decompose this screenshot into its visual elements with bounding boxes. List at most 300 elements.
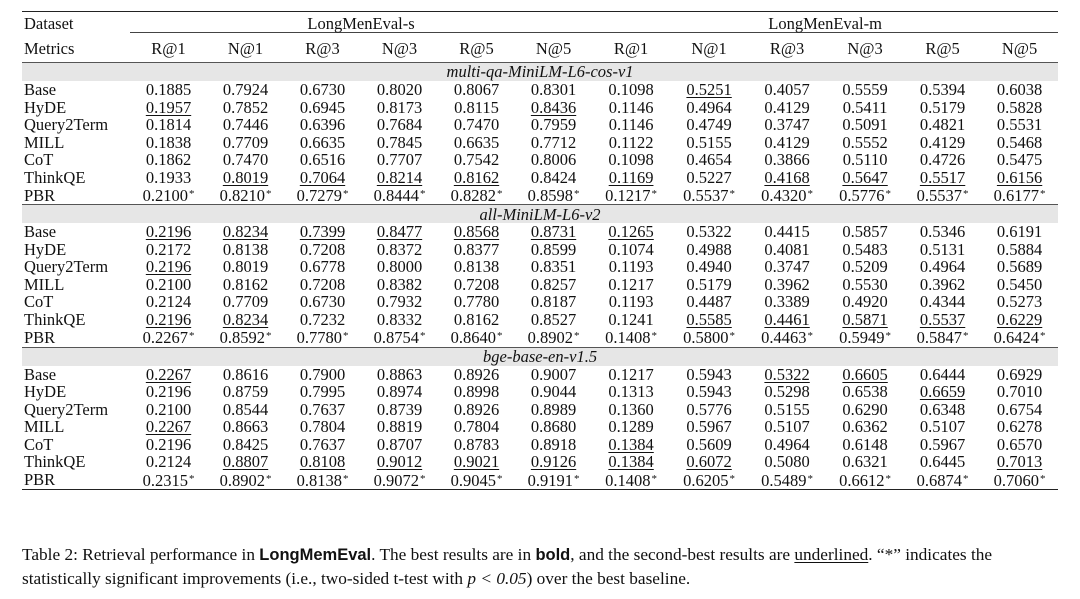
table-cell	[207, 151, 284, 169]
table-row	[22, 241, 1058, 259]
cell-value: 0.8680	[530, 417, 577, 437]
table-cell	[515, 116, 592, 134]
cell-value: 0.8382	[376, 274, 423, 294]
table-cell	[904, 471, 981, 490]
cell-value: 0.9012	[376, 452, 423, 472]
cell-value: 0.7780	[453, 292, 500, 312]
table-row	[22, 81, 1058, 99]
table-cell	[515, 151, 592, 169]
table-cell	[826, 328, 904, 347]
table-cell	[438, 223, 515, 241]
cell-value: 0.2267	[145, 417, 192, 437]
table-cell	[438, 328, 515, 347]
table-row	[22, 134, 1058, 152]
cell-value: 0.2196	[145, 434, 192, 454]
table-cell	[130, 186, 207, 205]
table-cell	[438, 276, 515, 294]
metric-header: R@3	[769, 39, 805, 59]
table-cell	[748, 276, 826, 294]
table-cell	[361, 81, 438, 99]
cell-value: 0.7446	[222, 115, 269, 135]
cell-value: 0.1957	[145, 97, 192, 117]
cell-value: 0.7924	[222, 80, 269, 100]
caption-bold-word: bold	[535, 546, 571, 564]
cell-value: 0.7208	[299, 239, 346, 259]
table-cell	[515, 241, 592, 259]
cell-value: 0.6148	[842, 434, 888, 454]
table-cell	[438, 311, 515, 329]
cell-value: 0.8162	[222, 274, 269, 294]
table-cell	[670, 99, 748, 117]
table-cell	[981, 258, 1058, 276]
table-cell	[904, 401, 981, 419]
table-cell	[748, 223, 826, 241]
cell-value: 0.8214	[376, 167, 423, 187]
method-name: MILL	[24, 417, 65, 437]
cell-value: 0.9044	[530, 382, 577, 402]
cell-value: 0.4129	[764, 132, 810, 152]
results-table-body	[22, 12, 1058, 490]
table-cell	[207, 418, 284, 436]
method-name: ThinkQE	[24, 452, 86, 472]
cell-value: 0.2100	[145, 274, 192, 294]
table-cell	[670, 116, 748, 134]
method-name: PBR	[24, 185, 56, 205]
table-cell	[981, 471, 1058, 490]
metric-header: N@1	[227, 39, 264, 59]
metric-header: N@5	[1001, 39, 1038, 59]
cell-value: 0.5179	[686, 274, 732, 294]
cell-value: 0.6570	[996, 434, 1043, 454]
table-cell	[361, 151, 438, 169]
method-name: Query2Term	[24, 257, 109, 277]
table-cell	[361, 276, 438, 294]
cell-value: 0.8640	[450, 328, 496, 348]
cell-value: 0.7845	[376, 132, 423, 152]
table-cell	[981, 436, 1058, 454]
table-cell	[670, 471, 748, 490]
cell-value: 0.7712	[530, 132, 577, 152]
cell-value: 0.5585	[686, 309, 732, 329]
cell-value: 0.3389	[764, 292, 810, 312]
cell-value: 0.5828	[996, 97, 1043, 117]
table-cell	[904, 436, 981, 454]
table-cell	[207, 186, 284, 205]
table-cell	[748, 99, 826, 117]
table-cell	[284, 453, 361, 471]
cell-value: 0.5227	[686, 167, 732, 187]
table-cell	[592, 418, 670, 436]
table-cell	[904, 366, 981, 384]
table-cell	[826, 186, 904, 205]
cell-value: 0.7232	[299, 309, 346, 329]
table-cell	[207, 116, 284, 134]
cell-value: 0.8301	[530, 80, 577, 100]
cell-value: 0.6444	[919, 364, 966, 384]
table-cell	[592, 134, 670, 152]
cell-value: 0.7208	[299, 274, 346, 294]
significance-marker: *	[729, 188, 736, 200]
cell-value: 0.2124	[145, 452, 192, 472]
table-cell	[670, 134, 748, 152]
caption-text-3: , and the second-best results are	[570, 545, 795, 564]
table-row	[22, 383, 1058, 401]
cell-value: 0.2315	[142, 470, 188, 490]
table-row	[22, 151, 1058, 169]
cell-value: 0.6396	[299, 115, 346, 135]
significance-marker: *	[419, 472, 426, 485]
table-cell	[748, 186, 826, 205]
cell-value: 0.5559	[842, 80, 888, 100]
table-cell	[670, 186, 748, 205]
table-row	[22, 471, 1058, 490]
cell-value: 0.8372	[376, 239, 423, 259]
cell-value: 0.6635	[299, 132, 346, 152]
cell-value: 0.8599	[530, 239, 577, 259]
table-cell	[130, 81, 207, 99]
table-cell	[981, 186, 1058, 205]
cell-value: 0.8115	[454, 97, 499, 117]
table-cell	[284, 116, 361, 134]
cell-value: 0.6874	[916, 470, 963, 490]
table-cell	[361, 99, 438, 117]
table-cell	[515, 223, 592, 241]
cell-value: 0.4964	[686, 97, 732, 117]
table-cell	[130, 223, 207, 241]
section-header-row	[22, 347, 1058, 366]
cell-value: 0.1122	[608, 132, 654, 152]
cell-value: 0.3747	[764, 115, 810, 135]
table-cell	[981, 241, 1058, 259]
table-cell	[904, 186, 981, 205]
group-header-m	[592, 12, 1058, 37]
cell-value: 0.8425	[222, 434, 269, 454]
table-cell	[592, 453, 670, 471]
cell-value: 0.5537	[916, 186, 963, 205]
method-name: PBR	[24, 327, 56, 347]
cell-value: 0.9072	[373, 470, 419, 490]
table-cell	[207, 366, 284, 384]
cell-value: 0.5155	[686, 132, 732, 152]
table-cell	[748, 328, 826, 347]
table-cell	[904, 453, 981, 471]
cell-value: 0.6778	[299, 257, 346, 277]
cell-value: 0.7684	[376, 115, 423, 135]
cell-value: 0.8863	[376, 364, 423, 384]
table-cell	[826, 453, 904, 471]
significance-marker: *	[496, 472, 503, 485]
table-cell	[284, 81, 361, 99]
significance-marker: *	[1040, 330, 1046, 343]
table-cell	[826, 99, 904, 117]
cell-value: 0.8783	[453, 434, 500, 454]
metric-header: R@5	[459, 39, 494, 59]
table-cell	[130, 258, 207, 276]
cell-value: 0.8006	[530, 150, 577, 170]
cell-value: 0.4920	[842, 292, 888, 312]
method-name: Base	[24, 80, 57, 100]
cell-value: 0.8902	[219, 470, 265, 490]
table-cell	[515, 311, 592, 329]
cell-value: 0.5871	[842, 309, 888, 329]
table-cell	[748, 134, 826, 152]
cell-value: 0.5552	[842, 132, 888, 152]
significance-marker: *	[265, 472, 272, 485]
table-cell	[592, 366, 670, 384]
table-cell	[438, 293, 515, 311]
table-cell	[207, 258, 284, 276]
table-cell	[130, 169, 207, 187]
table-cell	[438, 134, 515, 152]
cell-value: 0.8807	[222, 452, 269, 472]
table-cell	[981, 116, 1058, 134]
table-cell	[207, 471, 284, 490]
significance-marker: *	[963, 330, 969, 343]
table-cell	[207, 383, 284, 401]
cell-value: 0.8138	[453, 257, 500, 277]
significance-marker: *	[807, 188, 814, 200]
cell-value: 0.4964	[764, 434, 810, 454]
table-cell	[284, 418, 361, 436]
cell-value: 0.2196	[145, 257, 192, 277]
metric-header: R@1	[613, 39, 649, 59]
method-name: Base	[24, 222, 57, 242]
table-cell	[130, 151, 207, 169]
table-row	[22, 186, 1058, 205]
significance-marker: *	[885, 188, 892, 200]
table-cell	[130, 241, 207, 259]
table-cell	[904, 383, 981, 401]
table-cell	[438, 401, 515, 419]
cell-value: 0.8020	[376, 80, 423, 100]
caption-text-2: . The best results are in	[371, 545, 536, 564]
table-cell	[515, 471, 592, 490]
cell-value: 0.5155	[764, 399, 810, 419]
cell-value: 0.8332	[376, 309, 423, 329]
table-cell	[748, 401, 826, 419]
section-header-row	[22, 205, 1058, 224]
caption-text-5: ) over the best baseline.	[526, 569, 691, 588]
significance-marker: *	[729, 330, 736, 343]
table-row	[22, 453, 1058, 471]
caption-label: Table 2:	[22, 545, 78, 564]
table-cell	[130, 471, 207, 490]
table-cell	[438, 151, 515, 169]
cell-value: 0.4320	[761, 186, 807, 205]
cell-value: 0.7932	[376, 292, 423, 312]
cell-value: 0.7279	[296, 186, 342, 205]
table-cell	[207, 436, 284, 454]
cell-value: 0.8544	[222, 399, 269, 419]
table-cell	[284, 241, 361, 259]
table-cell	[361, 328, 438, 347]
cell-value: 0.6659	[919, 382, 966, 402]
cell-value: 0.5949	[839, 328, 885, 348]
significance-marker: *	[807, 472, 814, 485]
table-cell	[592, 311, 670, 329]
table-cell	[748, 311, 826, 329]
table-cell	[438, 169, 515, 187]
cell-value: 0.5110	[842, 150, 888, 170]
cell-value: 0.4726	[919, 150, 966, 170]
cell-value: 0.8902	[527, 328, 573, 348]
table-cell	[207, 81, 284, 99]
table-cell	[670, 383, 748, 401]
method-name: Base	[24, 364, 57, 384]
significance-marker: *	[573, 472, 580, 485]
table-cell	[592, 383, 670, 401]
table-row	[22, 169, 1058, 187]
cell-value: 0.8282	[450, 186, 496, 205]
cell-value: 0.1289	[608, 417, 654, 437]
method-name: HyDE	[24, 382, 67, 402]
table-cell	[130, 418, 207, 436]
table-cell	[748, 366, 826, 384]
group-header-s	[130, 12, 592, 37]
table-cell	[130, 366, 207, 384]
table-cell	[670, 328, 748, 347]
cell-value: 0.8257	[530, 274, 577, 294]
cell-value: 0.1217	[608, 274, 654, 294]
table-cell	[284, 186, 361, 205]
table-cell	[670, 223, 748, 241]
cell-value: 0.5483	[842, 239, 888, 259]
cell-value: 0.5091	[842, 115, 888, 135]
table-cell	[904, 328, 981, 347]
table-cell	[515, 186, 592, 205]
table-cell	[438, 99, 515, 117]
cell-value: 0.7010	[996, 382, 1043, 402]
metric-header: N@1	[691, 39, 727, 59]
table-cell	[826, 366, 904, 384]
cell-value: 0.5517	[919, 167, 966, 187]
table-row	[22, 223, 1058, 241]
table-cell	[748, 241, 826, 259]
table-cell	[904, 116, 981, 134]
cell-value: 0.7470	[453, 115, 500, 135]
cell-value: 0.5107	[764, 417, 810, 437]
table-cell	[592, 99, 670, 117]
cell-value: 0.8234	[222, 222, 269, 242]
cell-value: 0.9021	[453, 452, 500, 472]
cell-value: 0.6038	[996, 80, 1043, 100]
table-cell	[826, 418, 904, 436]
cell-value: 0.8108	[299, 452, 346, 472]
table-cell	[826, 116, 904, 134]
significance-marker: *	[963, 472, 969, 485]
table-cell	[361, 311, 438, 329]
table-cell	[438, 418, 515, 436]
table-cell	[284, 366, 361, 384]
cell-value: 0.8568	[453, 222, 500, 242]
table-cell	[361, 436, 438, 454]
significance-marker: *	[1040, 472, 1046, 485]
cell-value: 0.4129	[919, 132, 966, 152]
table-cell	[438, 436, 515, 454]
cell-value: 0.1384	[608, 434, 654, 454]
table-cell	[207, 401, 284, 419]
cell-value: 0.5537	[919, 309, 966, 329]
cell-value: 0.6516	[299, 150, 346, 170]
table-cell	[284, 328, 361, 347]
metric-header: N@5	[535, 39, 572, 59]
table-cell	[826, 81, 904, 99]
table-cell	[981, 223, 1058, 241]
method-name: ThinkQE	[24, 167, 86, 187]
cell-value: 0.5209	[842, 257, 888, 277]
table-cell	[981, 81, 1058, 99]
cell-value: 0.7995	[299, 382, 346, 402]
table-row	[22, 116, 1058, 134]
cell-value: 0.1408	[605, 470, 651, 490]
table-cell	[361, 453, 438, 471]
table-cell	[361, 366, 438, 384]
table-cell	[207, 293, 284, 311]
table-cell	[207, 223, 284, 241]
cell-value: 0.5251	[686, 80, 732, 100]
table-cell	[592, 328, 670, 347]
cell-value: 0.1933	[145, 167, 192, 187]
cell-value: 0.5080	[764, 452, 810, 472]
cell-value: 0.8926	[453, 364, 500, 384]
cell-value: 0.8019	[222, 257, 269, 277]
cell-value: 0.5394	[919, 80, 966, 100]
table-row	[22, 328, 1058, 347]
cell-value: 0.8739	[376, 399, 423, 419]
cell-value: 0.4654	[686, 150, 732, 170]
cell-value: 0.5107	[919, 417, 966, 437]
table-cell	[826, 436, 904, 454]
table-cell	[515, 81, 592, 99]
caption-underlined-word: underlined	[794, 545, 869, 564]
table-cell	[981, 401, 1058, 419]
table-cell	[284, 223, 361, 241]
cell-value: 0.4988	[686, 239, 732, 259]
table-cell	[361, 401, 438, 419]
cell-value: 0.7637	[299, 399, 346, 419]
cell-value: 0.6205	[683, 470, 729, 490]
table-cell	[592, 151, 670, 169]
table-cell	[438, 186, 515, 205]
table-cell	[515, 258, 592, 276]
method-name: Query2Term	[24, 399, 109, 419]
table-cell	[130, 134, 207, 152]
cell-value: 0.7399	[299, 222, 346, 242]
table-cell	[130, 401, 207, 419]
cell-value: 0.8527	[530, 309, 577, 329]
significance-marker: *	[188, 472, 195, 485]
cell-value: 0.6362	[842, 417, 888, 437]
cell-value: 0.2100	[142, 186, 188, 205]
table-cell	[284, 471, 361, 490]
significance-marker: *	[342, 330, 349, 343]
method-name: PBR	[22, 471, 130, 490]
table-cell	[826, 134, 904, 152]
cell-value: 0.7637	[299, 434, 346, 454]
table-cell	[826, 241, 904, 259]
cell-value: 0.1098	[608, 150, 654, 170]
cell-value: 0.9045	[450, 470, 496, 490]
table-cell	[670, 453, 748, 471]
table-row	[22, 401, 1058, 419]
significance-marker: *	[651, 330, 658, 343]
significance-marker: *	[573, 330, 580, 343]
table-cell	[981, 453, 1058, 471]
cell-value: 0.5475	[996, 150, 1043, 170]
significance-marker: *	[885, 472, 892, 485]
cell-value: 0.7013	[996, 452, 1043, 472]
cell-value: 0.1146	[608, 115, 654, 135]
